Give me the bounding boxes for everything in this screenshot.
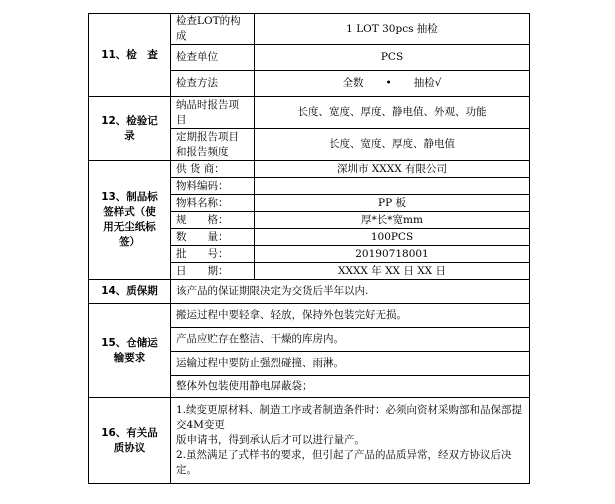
label-batch-label: 批 号： [171,246,255,263]
storage-line-3: 运输过程中要防止强烈碰撞、雨淋。 [171,352,530,376]
method-sampling: 抽检√ [413,77,442,89]
method-full: 全数 [342,77,364,89]
agreement-clause-2: 2.虽然满足了式样书的要求，但引起了产品的品质异常，经双方协议后决定。 [176,449,512,476]
agreement-clause-1b: 版申请书，得到承认后才可以进行量产。 [176,434,365,446]
bullet-icon: • [385,77,392,89]
lot-composition-value: 1 LOT 30pcs 抽检 [255,14,530,45]
delivery-report-value: 长度、宽度、厚度、静电值、外观、功能 [255,97,530,129]
section-16-title: 16、有关品质协议 [89,398,171,484]
section-13-title: 13、制品标签样式（使用无尘纸标签） [89,161,171,280]
inspection-method-value [255,71,530,97]
section-14-title: 14、质保期 [89,280,171,304]
storage-line-1: 搬运过程中要轻拿、轻放，保持外包装完好无损。 [171,304,530,328]
label-material-code-label: 物料编码： [171,178,255,195]
lot-composition-label: 检查LOT的构成 [171,14,255,45]
label-quantity-value: 100PCS [255,229,530,246]
label-supplier-label: 供 货 商： [171,161,255,178]
warranty-text: 该产品的保证期限决定为交货后半年以内. [171,280,530,304]
periodic-report-value: 长度、宽度、厚度、静电值 [255,129,530,161]
label-quantity-label: 数 量： [171,229,255,246]
agreement-clause-1a: 1.续变更原材料、制造工序或者制造条件时：必须向资材采购部和品保部提交4M变更 [176,404,523,431]
inspection-method-label: 检查方法 [171,71,255,97]
label-batch-value: 20190718001 [255,246,530,263]
storage-line-2: 产品应贮存在整洁、干燥的库房内。 [171,328,530,352]
label-supplier-value: 深圳市 XXXX 有限公司 [255,161,530,178]
section-11-title: 11、检 查 [89,14,171,97]
quality-agreement-text [171,398,530,484]
label-date-label: 日 期： [171,263,255,280]
inspection-unit-label: 检查单位 [171,45,255,71]
label-material-name-label: 物料名称： [171,195,255,212]
label-material-code-value [255,178,530,195]
delivery-report-label: 纳品时报告项目 [171,97,255,129]
periodic-report-label: 定期报告项目和报告频度 [171,129,255,161]
inspection-unit-value: PCS [255,45,530,71]
section-12-title: 12、检验记录 [89,97,171,161]
label-spec-label: 规 格： [171,212,255,229]
label-spec-value: 厚*长*宽mm [255,212,530,229]
label-date-value: XXXX 年 XX 日 XX 日 [255,263,530,280]
quality-spec-table [88,13,530,484]
storage-line-4: 整体外包装使用静电屏蔽袋； [171,376,530,398]
label-material-name-value: PP 板 [255,195,530,212]
section-15-title: 15、仓储运输要求 [89,304,171,398]
